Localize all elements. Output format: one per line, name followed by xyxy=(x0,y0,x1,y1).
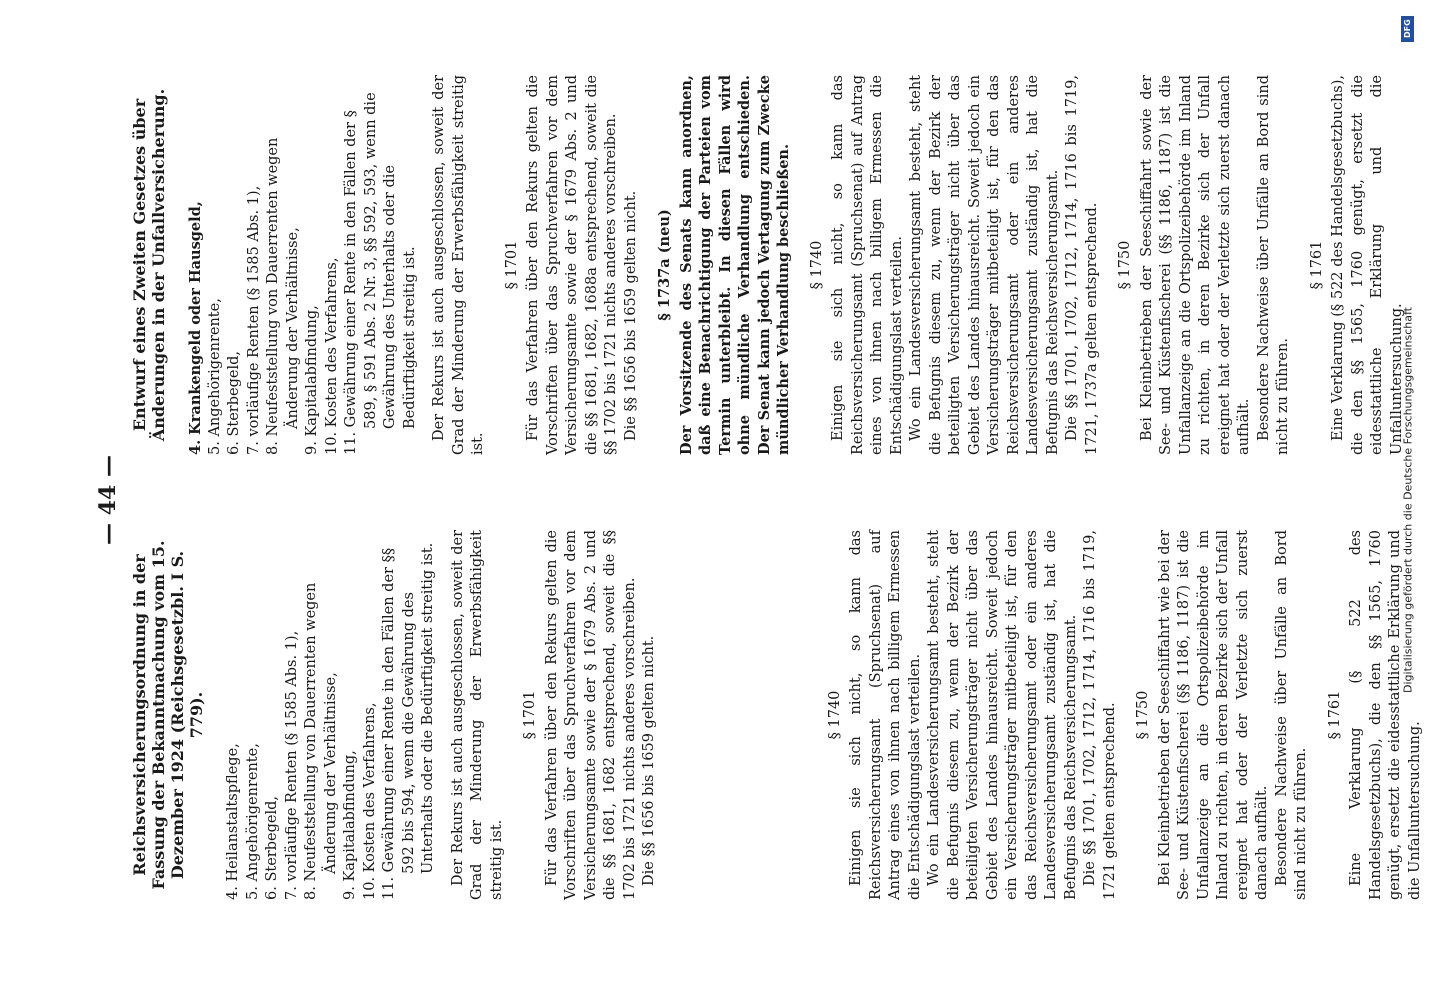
section-title: § 1701 xyxy=(503,240,520,290)
paragraph: Für das Verfahren über den Rekurs gelten die Vorschriften über das Spruchverfahren vor dem Versicherungsamte sowie der § 1679 Abs. 2 und die §§ 1681, 1682, 1688a entsprechend, soweit die §§ 1702 bis 1721 nichts anderes vorschreiben. xyxy=(525,75,619,455)
item-list xyxy=(186,75,420,455)
list-item: 8. Neufeststellung von Dauerrenten wegen Änderung der Verhältnisse, xyxy=(303,582,339,900)
page-number: — 44 — xyxy=(95,455,121,545)
column-heading: Entwurf eines Zweiten Gesetzes über Änderungen in der Unfallversicherung. xyxy=(130,88,168,442)
list-item: 10. Kosten des Verfahrens, xyxy=(323,257,340,455)
column-current-law xyxy=(130,530,1425,900)
list-item: 8. Neufeststellung von Dauerrenten wegen Änderung der Verhältnisse, xyxy=(265,137,301,455)
section-title: § 1750 xyxy=(1135,690,1151,740)
section-title: § 1761 xyxy=(1308,240,1325,290)
list-item: 5. Angehörigenrente, xyxy=(206,298,223,455)
list-item: 11. Gewährung einer Rente in den Fällen der § 589, § 591 Abs. 2 Nr. 3, §§ 592, 593, wenn die Gewährung des Unterhalts oder die Bedürftigkeit streitig ist. xyxy=(343,92,418,455)
paragraph: Einigen sie sich nicht, so kann das Reichsversicherungsamt (Spruchsenat) auf Antrag eines von ihnen nach billigem Ermessen die Entschädigungslast verteilen. xyxy=(848,530,923,900)
paragraph: Bei Kleinbetrieben der Seeschiffahrt sowie der See- und Küstenfischerei (§§ 1186, 1187) ist die Unfallanzeige an die Ortspolizeibehörde im Inland zu richten, in deren Bezirke sich der Unfall ereignet hat oder der Verletzte sich zuerst danach aufhält. xyxy=(1138,75,1252,455)
list-item: 4. Heilanstaltspflege, xyxy=(225,743,241,900)
paragraph: Der Rekurs ist auch ausgeschlossen, soweit der Grad der Minderung der Erwerbsfähigkeit streitig ist. xyxy=(449,530,505,900)
list-item: 7. vorläufige Renten (§ 1585 Abs. 1), xyxy=(283,630,300,900)
paragraph: Die §§ 1701, 1702, 1712, 1714, 1716 bis 1719, 1721, 1737a gelten entsprechend. xyxy=(1064,75,1100,455)
digitization-footer xyxy=(1388,8,1428,992)
dfg-logo: DFG xyxy=(1401,16,1414,42)
item-list xyxy=(224,530,439,900)
list-item: 9. Kapitalabfindung, xyxy=(342,750,358,900)
paragraph: Der Rekurs ist auch ausgeschlossen, soweit der Grad der Minderung der Erwerbsfähigkeit streitig ist. xyxy=(431,75,486,455)
footer-text: Digitalisierung gefördert durch die Deutsche Forschungsgemeinschaft xyxy=(1401,307,1415,693)
section-title: § 1750 xyxy=(1117,240,1133,290)
list-item: 9. Kapitalabfindung, xyxy=(304,305,320,455)
paragraph: Für das Verfahren über den Rekurs gelten die Vorschriften über das Spruchverfahren vor dem Versicherungsamte sowie der § 1679 Abs. 2 und die §§ 1681, 1682 entsprechend, soweit die §§ 1702 bis 1721 nichts anderes vorschreiben. xyxy=(543,530,638,900)
section-title: § 1701 xyxy=(522,690,538,740)
column-heading: Reichsversicherungsordnung in der Fassung der Bekanntmachung vom 15. Dezember 1924 (Reichsgesetzbl. I S. 779). xyxy=(130,540,206,890)
section-title: § 1737a (neu) xyxy=(656,209,673,321)
paragraph: Besondere Nachweise über Unfälle an Bord sind nicht zu führen. xyxy=(1255,75,1291,455)
list-item: 6. Sterbegeld, xyxy=(226,351,242,455)
list-item: 11. Gewährung einer Rente in den Fällen der §§ 592 bis 594, wenn die Gewährung des Unterhalts oder die Bedürftigkeit streitig ist. xyxy=(381,542,436,900)
column-draft xyxy=(130,75,1407,455)
paragraph: Die §§ 1656 bis 1659 gelten nicht. xyxy=(641,635,657,886)
section-title: § 1761 xyxy=(1326,690,1343,740)
section-title: § 1740 xyxy=(808,240,825,290)
paragraph: Wo ein Landesversicherungsamt besteht, steht die Befugnis diesem zu, wenn der Bezirk der beteiligten Versicherungsträger nicht über das Gebiet des Landes hinausreicht. Soweit jedoch ein Versicherungsträger mitbeteiligt ist, für den das Reichsversicherungsamt oder ein anderes Landesversicherungsamt zuständig ist, hat die Befugnis das Reichsversicherungsamt. xyxy=(908,75,1061,455)
list-item: 4. Krankengeld oder Hausgeld, xyxy=(187,201,204,455)
list-item: 6. Sterbegeld, xyxy=(264,796,280,900)
list-item: 10. Kosten des Verfahrens, xyxy=(361,702,378,900)
paragraph: Die §§ 1701, 1702, 1712, 1714, 1716 bis 1719, 1721 gelten entsprechend. xyxy=(1082,530,1118,900)
list-item: 7. vorläufige Renten (§ 1585 Abs. 1), xyxy=(245,185,262,455)
paragraph: Wo ein Landesversicherungsamt besteht, steht die Befugnis diesem zu, wenn der Bezirk der beteiligten Versicherungsträger nicht über das Gebiet des Landes hinausreicht. Soweit jedoch ein Versicherungsträger mitbeteiligt ist, für den das Reichsversicherungsamt oder ein anderes Landesversicherungsamt zuständig ist, hat die Befugnis das Reichsversicherungsamt. xyxy=(926,530,1079,900)
paragraph: Einigen sie sich nicht, so kann das Reichsversicherungsamt (Spruchsenat) auf Antrag eines von ihnen nach billigem Ermessen die Entschädigungslast verteilen. xyxy=(830,75,905,455)
paragraph: Bei Kleinbetrieben der Seeschiffahrt wie bei der See- und Küstenfischerei (§§ 1186, 1187) ist die Unfallanzeige an die Ortspolizeibehörde im Inland zu richten, in deren Bezirke sich der Unfall ereignet hat oder der Verletzte sich zuerst danach aufhält. xyxy=(1156,530,1270,900)
list-item: 5. Angehörigenrente, xyxy=(244,743,261,900)
paragraph: Eine Verklarung (§ 522 des Handelsgesetzbuchs), die den §§ 1565, 1760 genügt, ersetzt die eidesstattliche Erklärung und die Unfalluntersuchung. xyxy=(1330,75,1405,455)
paragraph: Der Vorsitzende des Senats kann anordnen, daß eine Benachrichtigung der Parteien vom Termin unterbleibt. In diesen Fällen wird ohne mündliche Verhandlung entschieden. Der Senat kann jedoch Vertagung zum Zwecke mündlicher Verhandlung beschließen. xyxy=(677,75,792,455)
paragraph: Die §§ 1656 bis 1659 gelten nicht. xyxy=(622,190,639,441)
paragraph: Besondere Nachweise über Unfälle an Bord sind nicht zu führen. xyxy=(1273,530,1309,900)
paragraph: Eine Verklarung (§ 522 des Handelsgesetzbuchs), die den §§ 1565, 1760 genügt, ersetzt die eidesstattliche Erklärung und die Unfalluntersuchung. xyxy=(1348,530,1423,900)
section-title: § 1740 xyxy=(826,690,843,740)
